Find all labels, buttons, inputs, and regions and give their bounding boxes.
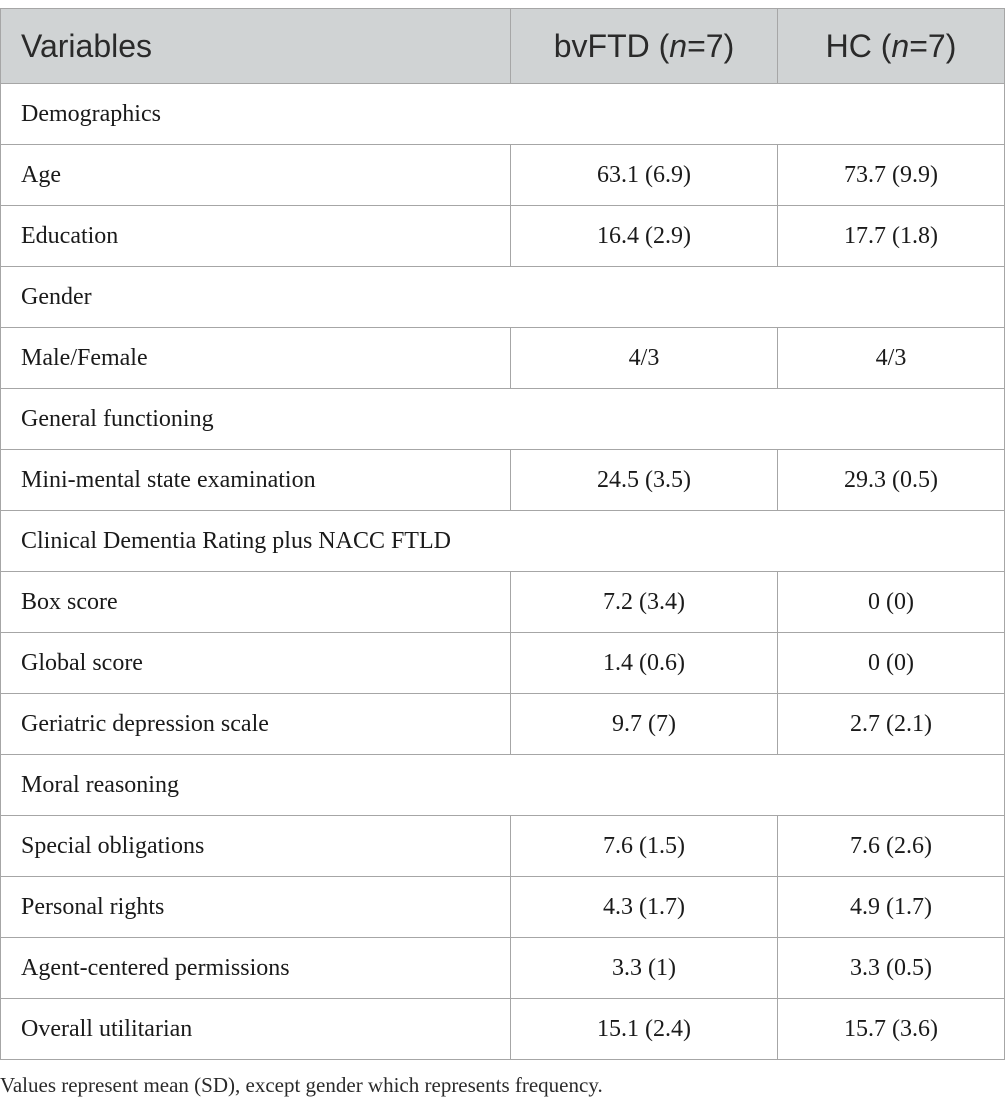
table-row-section: [1, 84, 1005, 145]
table-row: [1, 999, 1005, 1060]
bvftd-value: 7.6 (1.5): [511, 816, 778, 877]
row-label: Mini-mental state examination: [1, 450, 511, 511]
row-label: Age: [1, 145, 511, 206]
header-bvftd: [511, 9, 778, 84]
table-row: [1, 450, 1005, 511]
table-footnote: Values represent mean (SD), except gender which represents frequency.: [0, 1073, 603, 1097]
hc-value: 73.7 (9.9): [778, 145, 1005, 206]
section-label: Clinical Dementia Rating plus NACC FTLD: [1, 511, 1005, 572]
table-row: [1, 572, 1005, 633]
header-hc-n-value: =7): [909, 27, 957, 64]
bvftd-value: 1.4 (0.6): [511, 633, 778, 694]
header-hc-name: HC (: [825, 27, 892, 64]
row-label: Overall utilitarian: [1, 999, 511, 1060]
table-row: [1, 145, 1005, 206]
table-row: [1, 816, 1005, 877]
hc-value: 3.3 (0.5): [778, 938, 1005, 999]
bvftd-value: 9.7 (7): [511, 694, 778, 755]
bvftd-value: 63.1 (6.9): [511, 145, 778, 206]
hc-value: 15.7 (3.6): [778, 999, 1005, 1060]
table-row: [1, 877, 1005, 938]
hc-value: 4/3: [778, 328, 1005, 389]
table-row-section: [1, 511, 1005, 572]
row-label: Male/Female: [1, 328, 511, 389]
header-bvftd-n-value: =7): [687, 27, 735, 64]
hc-value: 0 (0): [778, 572, 1005, 633]
hc-value: 17.7 (1.8): [778, 206, 1005, 267]
bvftd-value: 3.3 (1): [511, 938, 778, 999]
row-label: Special obligations: [1, 816, 511, 877]
hc-value: 29.3 (0.5): [778, 450, 1005, 511]
row-label: Box score: [1, 572, 511, 633]
section-label: Gender: [1, 267, 1005, 328]
section-label: General functioning: [1, 389, 1005, 450]
header-row: [1, 9, 1005, 84]
table-row: [1, 694, 1005, 755]
row-label: Geriatric depression scale: [1, 694, 511, 755]
bvftd-value: 7.2 (3.4): [511, 572, 778, 633]
row-label: Education: [1, 206, 511, 267]
row-label: Agent-centered permissions: [1, 938, 511, 999]
demographics-table: [0, 8, 1005, 1060]
table-row: [1, 206, 1005, 267]
row-label: Global score: [1, 633, 511, 694]
hc-value: 4.9 (1.7): [778, 877, 1005, 938]
data-table-container: [0, 8, 1004, 1060]
table-row: [1, 328, 1005, 389]
bvftd-value: 4.3 (1.7): [511, 877, 778, 938]
bvftd-value: 15.1 (2.4): [511, 999, 778, 1060]
table-row-section: [1, 389, 1005, 450]
hc-value: 2.7 (2.1): [778, 694, 1005, 755]
section-label: Demographics: [1, 84, 1005, 145]
table-row-section: [1, 267, 1005, 328]
header-bvftd-n-label: n: [669, 27, 688, 64]
table-header: [1, 9, 1005, 84]
table-row: [1, 633, 1005, 694]
bvftd-value: 4/3: [511, 328, 778, 389]
hc-value: 0 (0): [778, 633, 1005, 694]
table-row-section: [1, 755, 1005, 816]
table-row: [1, 938, 1005, 999]
header-hc-n-label: n: [891, 27, 910, 64]
header-variables: Variables: [1, 9, 511, 84]
header-bvftd-name: bvFTD (: [553, 27, 670, 64]
table-body: [1, 84, 1005, 1060]
row-label: Personal rights: [1, 877, 511, 938]
hc-value: 7.6 (2.6): [778, 816, 1005, 877]
section-label: Moral reasoning: [1, 755, 1005, 816]
bvftd-value: 24.5 (3.5): [511, 450, 778, 511]
header-hc: [778, 9, 1005, 84]
bvftd-value: 16.4 (2.9): [511, 206, 778, 267]
